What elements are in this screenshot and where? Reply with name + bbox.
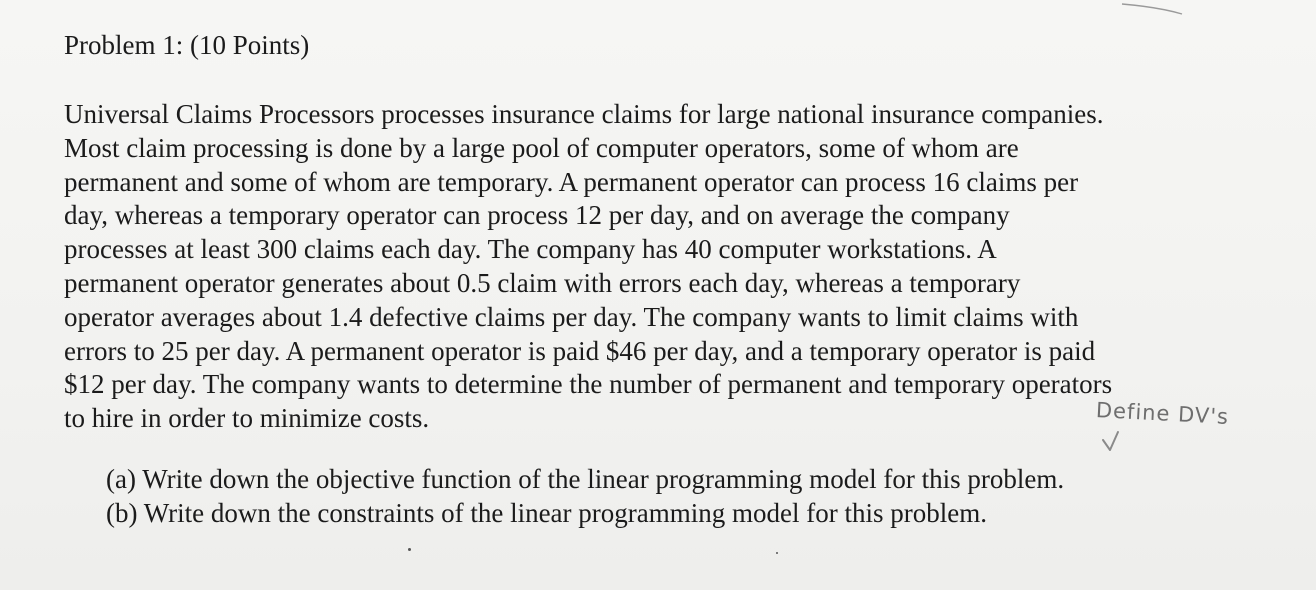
question-a: (a) Write down the objective function of the linear programming model for this problem.	[106, 464, 1065, 494]
paragraph-line: to hire in order to minimize costs.	[64, 403, 430, 434]
question-b: (b) Write down the constraints of the linear programming model for this problem.	[106, 498, 987, 528]
problem-paragraph	[64, 98, 1244, 436]
paragraph-line: Universal Claims Processors processes insurance claims for large national insurance companies.	[64, 99, 1104, 129]
question-list	[106, 462, 1064, 530]
paragraph-line: processes at least 300 claims each day. The company has 40 computer workstations. A	[64, 234, 997, 265]
pen-stroke-mark	[1120, 0, 1200, 16]
paragraph-line: day, whereas a temporary operator can process 12 per day, and on average the company	[64, 200, 1010, 231]
stray-dot	[408, 548, 411, 551]
problem-title: Problem 1: (10 Points)	[64, 30, 310, 60]
paragraph-line: operator averages about 1.4 defective claims per day. The company wants to limit claims with	[64, 301, 1079, 332]
paragraph-line: permanent operator generates about 0.5 claim with errors each day, whereas a temporary	[64, 267, 1021, 298]
handwritten-note: Define DV's	[1095, 398, 1230, 429]
paragraph-line: errors to 25 per day. A permanent operator is paid $46 per day, and a temporary operator is paid	[64, 335, 1096, 366]
checkmark-icon	[1100, 428, 1126, 454]
paragraph-line: permanent and some of whom are temporary. A permanent operator can process 16 claims per	[64, 166, 1079, 197]
paragraph-line: $12 per day. The company wants to determine the number of permanent and temporary operators	[64, 369, 1113, 400]
paragraph-line: Most claim processing is done by a large pool of computer operators, some of whom are	[64, 132, 1019, 163]
stray-dot	[776, 552, 778, 554]
